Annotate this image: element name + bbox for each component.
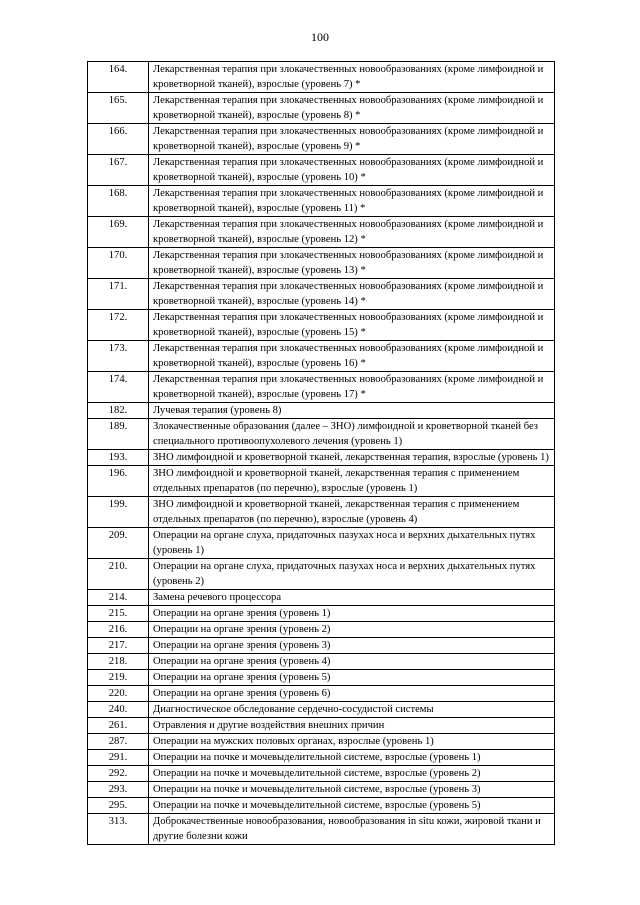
row-description: ЗНО лимфоидной и кроветворной тканей, лекарственная терапия с применением отдельных препаратов (по перечню), взрослые (уровень 4) bbox=[149, 497, 555, 528]
table-row bbox=[88, 450, 555, 466]
row-description: Операции на органе зрения (уровень 5) bbox=[149, 670, 555, 686]
row-description: Лекарственная терапия при злокачественных новообразованиях (кроме лимфоидной и кроветворной тканей), взрослые (уровень 14) * bbox=[149, 279, 555, 310]
row-number: 291. bbox=[88, 750, 149, 766]
row-description: Операции на органе зрения (уровень 6) bbox=[149, 686, 555, 702]
row-number: 164. bbox=[88, 62, 149, 93]
row-description: Операции на почке и мочевыделительной системе, взрослые (уровень 2) bbox=[149, 766, 555, 782]
table-row bbox=[88, 528, 555, 559]
row-number: 217. bbox=[88, 638, 149, 654]
row-number: 215. bbox=[88, 606, 149, 622]
page-number: 100 bbox=[311, 30, 329, 44]
row-description: Операции на почке и мочевыделительной системе, взрослые (уровень 1) bbox=[149, 750, 555, 766]
table-row bbox=[88, 341, 555, 372]
table-row bbox=[88, 248, 555, 279]
table-row bbox=[88, 62, 555, 93]
table-row bbox=[88, 654, 555, 670]
row-number: 240. bbox=[88, 702, 149, 718]
row-description: Отравления и другие воздействия внешних причин bbox=[149, 718, 555, 734]
table-row bbox=[88, 217, 555, 248]
items-table bbox=[87, 61, 555, 845]
row-number: 166. bbox=[88, 124, 149, 155]
table-row bbox=[88, 155, 555, 186]
row-description: Операции на органе зрения (уровень 1) bbox=[149, 606, 555, 622]
row-description: Операции на органе слуха, придаточных пазухах носа и верхних дыхательных путях (уровень 1) bbox=[149, 528, 555, 559]
row-description: ЗНО лимфоидной и кроветворной тканей, лекарственная терапия, взрослые (уровень 1) bbox=[149, 450, 555, 466]
row-description: Операции на органе зрения (уровень 2) bbox=[149, 622, 555, 638]
row-number: 313. bbox=[88, 814, 149, 845]
row-description: Лекарственная терапия при злокачественных новообразованиях (кроме лимфоидной и кроветворной тканей), взрослые (уровень 15) * bbox=[149, 310, 555, 341]
table-row bbox=[88, 798, 555, 814]
row-description: ЗНО лимфоидной и кроветворной тканей, лекарственная терапия с применением отдельных препаратов (по перечню), взрослые (уровень 1) bbox=[149, 466, 555, 497]
row-number: 261. bbox=[88, 718, 149, 734]
table-row bbox=[88, 590, 555, 606]
row-description: Операции на органе слуха, придаточных пазухах носа и верхних дыхательных путях (уровень 2) bbox=[149, 559, 555, 590]
row-number: 292. bbox=[88, 766, 149, 782]
row-number: 182. bbox=[88, 403, 149, 419]
table-row bbox=[88, 718, 555, 734]
row-description: Доброкачественные новообразования, новообразования in situ кожи, жировой ткани и другие болезни кожи bbox=[149, 814, 555, 845]
row-description: Лекарственная терапия при злокачественных новообразованиях (кроме лимфоидной и кроветворной тканей), взрослые (уровень 11) * bbox=[149, 186, 555, 217]
row-description: Замена речевого процессора bbox=[149, 590, 555, 606]
row-description: Лекарственная терапия при злокачественных новообразованиях (кроме лимфоидной и кроветворной тканей), взрослые (уровень 16) * bbox=[149, 341, 555, 372]
row-description: Операции на почке и мочевыделительной системе, взрослые (уровень 3) bbox=[149, 782, 555, 798]
row-number: 168. bbox=[88, 186, 149, 217]
row-number: 287. bbox=[88, 734, 149, 750]
row-number: 209. bbox=[88, 528, 149, 559]
table-row bbox=[88, 419, 555, 450]
row-description: Лекарственная терапия при злокачественных новообразованиях (кроме лимфоидной и кроветворной тканей), взрослые (уровень 12) * bbox=[149, 217, 555, 248]
table-row bbox=[88, 497, 555, 528]
row-number: 167. bbox=[88, 155, 149, 186]
table-row bbox=[88, 466, 555, 497]
row-number: 172. bbox=[88, 310, 149, 341]
table-row bbox=[88, 686, 555, 702]
row-number: 189. bbox=[88, 419, 149, 450]
row-number: 173. bbox=[88, 341, 149, 372]
row-number: 214. bbox=[88, 590, 149, 606]
table-row bbox=[88, 638, 555, 654]
row-description: Злокачественные образования (далее – ЗНО) лимфоидной и кроветворной тканей без специального противоопухолевого лечения (уровень 1) bbox=[149, 419, 555, 450]
row-number: 210. bbox=[88, 559, 149, 590]
row-number: 193. bbox=[88, 450, 149, 466]
row-number: 220. bbox=[88, 686, 149, 702]
table-row bbox=[88, 766, 555, 782]
row-number: 169. bbox=[88, 217, 149, 248]
row-description: Операции на органе зрения (уровень 4) bbox=[149, 654, 555, 670]
row-description: Операции на почке и мочевыделительной системе, взрослые (уровень 5) bbox=[149, 798, 555, 814]
table-row bbox=[88, 782, 555, 798]
table-row bbox=[88, 702, 555, 718]
row-number: 218. bbox=[88, 654, 149, 670]
row-description: Лекарственная терапия при злокачественных новообразованиях (кроме лимфоидной и кроветворной тканей), взрослые (уровень 17) * bbox=[149, 372, 555, 403]
table-row bbox=[88, 606, 555, 622]
table-row bbox=[88, 186, 555, 217]
table-row bbox=[88, 93, 555, 124]
row-description: Лекарственная терапия при злокачественных новообразованиях (кроме лимфоидной и кроветворной тканей), взрослые (уровень 9) * bbox=[149, 124, 555, 155]
row-number: 170. bbox=[88, 248, 149, 279]
row-description: Лекарственная терапия при злокачественных новообразованиях (кроме лимфоидной и кроветворной тканей), взрослые (уровень 13) * bbox=[149, 248, 555, 279]
row-description: Операции на мужских половых органах, взрослые (уровень 1) bbox=[149, 734, 555, 750]
row-description: Диагностическое обследование сердечно-сосудистой системы bbox=[149, 702, 555, 718]
row-number: 171. bbox=[88, 279, 149, 310]
table-row bbox=[88, 559, 555, 590]
table-row bbox=[88, 670, 555, 686]
table-row bbox=[88, 403, 555, 419]
table-row bbox=[88, 372, 555, 403]
table-row bbox=[88, 814, 555, 845]
table-row bbox=[88, 622, 555, 638]
row-number: 293. bbox=[88, 782, 149, 798]
items-table-body bbox=[88, 62, 555, 845]
row-description: Лекарственная терапия при злокачественных новообразованиях (кроме лимфоидной и кроветворной тканей), взрослые (уровень 10) * bbox=[149, 155, 555, 186]
row-number: 219. bbox=[88, 670, 149, 686]
table-row bbox=[88, 279, 555, 310]
row-description: Операции на органе зрения (уровень 3) bbox=[149, 638, 555, 654]
row-number: 199. bbox=[88, 497, 149, 528]
row-number: 216. bbox=[88, 622, 149, 638]
table-row bbox=[88, 750, 555, 766]
row-description: Лекарственная терапия при злокачественных новообразованиях (кроме лимфоидной и кроветворной тканей), взрослые (уровень 7) * bbox=[149, 62, 555, 93]
row-number: 295. bbox=[88, 798, 149, 814]
table-row bbox=[88, 734, 555, 750]
row-description: Лекарственная терапия при злокачественных новообразованиях (кроме лимфоидной и кроветворной тканей), взрослые (уровень 8) * bbox=[149, 93, 555, 124]
row-description: Лучевая терапия (уровень 8) bbox=[149, 403, 555, 419]
row-number: 196. bbox=[88, 466, 149, 497]
table-row bbox=[88, 310, 555, 341]
row-number: 174. bbox=[88, 372, 149, 403]
row-number: 165. bbox=[88, 93, 149, 124]
table-row bbox=[88, 124, 555, 155]
